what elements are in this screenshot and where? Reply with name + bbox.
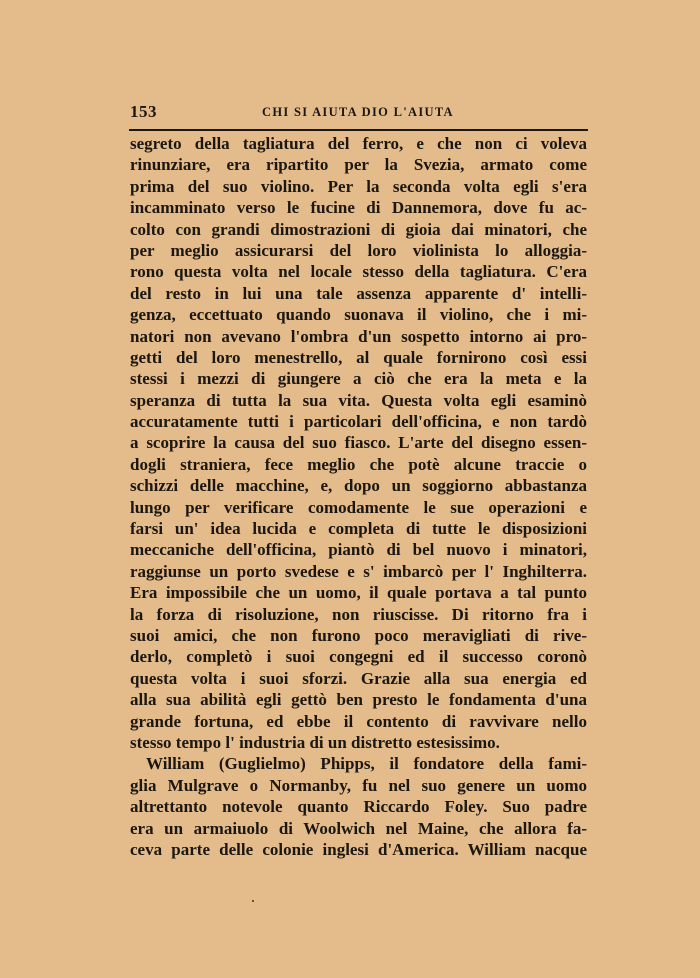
text-line: raggiunse un porto svedese e s' imbarcò per l' Inghilterra. (130, 561, 587, 581)
text-line: farsi un' idea lucida e completa di tutte le disposizioni (130, 519, 587, 539)
body-text (130, 133, 587, 860)
text-line: dogli straniera, fece meglio che potè alcune traccie o (130, 454, 587, 474)
header-rule (129, 129, 588, 131)
text-line: per meglio assicurarsi del loro violinista lo alloggia- (130, 240, 587, 260)
text-line: alla sua abilità egli gettò ben presto le fondamenta d'una (130, 690, 587, 710)
text-line: rono questa volta nel locale stesso della tagliatura. C'era (130, 262, 587, 282)
text-line: William (Guglielmo) Phipps, il fondatore della fami- (146, 754, 587, 774)
text-line: stesso tempo l' industria di un distretto estesissimo. (130, 732, 500, 752)
text-line: derlo, completò i suoi congegni ed il successo coronò (130, 647, 587, 667)
text-line: glia Mulgrave o Normanby, fu nel suo genere un uomo (130, 775, 587, 795)
text-line: questa volta i suoi sforzi. Grazie alla sua energia ed (130, 668, 587, 688)
text-line: incamminato verso le fucine di Dannemora, dove fu ac- (130, 198, 587, 218)
paragraph-2 (130, 753, 587, 860)
running-title: CHI SI AIUTA DIO L'AIUTA (262, 105, 454, 119)
ink-speck (252, 900, 254, 902)
text-line: lungo per verificare comodamente le sue operazioni e (130, 497, 587, 517)
text-line: suoi amici, che non furono poco meravigliati di rive- (130, 625, 587, 645)
page-number: 153 (130, 102, 157, 121)
text-line: del resto in lui una tale assenza apparente d' intelli- (130, 283, 587, 303)
text-line: genza, eccettuato quando suonava il violino, che i mi- (130, 305, 587, 325)
text-line: grande fortuna, ed ebbe il contento di ravvivare nello (130, 711, 587, 731)
text-line: schizzi delle macchine, e, dopo un soggiorno abbastanza (130, 476, 587, 496)
text-line: Era impossibile che un uomo, il quale portava a tal punto (130, 583, 587, 603)
text-line: segreto della tagliatura del ferro, e che non ci voleva (130, 134, 587, 153)
text-line: speranza di tutta la sua vita. Questa volta egli esaminò (130, 390, 587, 410)
text-line: rinunziare, era ripartito per la Svezia, armato come (130, 155, 587, 175)
text-line: colto con grandi dimostrazioni di gioia dai minatori, che (130, 219, 587, 239)
text-line: ceva parte delle colonie inglesi d'America. William nacque (130, 839, 587, 859)
text-line: era un armaiuolo di Woolwich nel Maine, che allora fa- (130, 818, 587, 838)
text-line: prima del suo violino. Per la seconda volta egli s'era (130, 176, 587, 196)
text-line: altrettanto notevole quanto Riccardo Foley. Suo padre (130, 797, 587, 817)
text-line: natori non avevano l'ombra d'un sospetto intorno ai pro- (130, 326, 587, 346)
text-line: a scoprire la causa del suo fiasco. L'arte del disegno essen- (130, 433, 587, 453)
text-line: meccaniche dell'officina, piantò di bel nuovo i minatori, (130, 540, 587, 560)
text-line: getti del loro menestrello, al quale fornirono così essi (130, 347, 587, 367)
text-line: stessi i mezzi di giungere a ciò che era la meta e la (130, 369, 587, 389)
page-header (130, 102, 586, 124)
text-line: accuratamente tutti i particolari dell'officina, e non tardò (130, 412, 587, 432)
text-line: la forza di risoluzione, non riuscisse. Di ritorno fra i (130, 604, 587, 624)
paragraph-1 (130, 133, 587, 753)
